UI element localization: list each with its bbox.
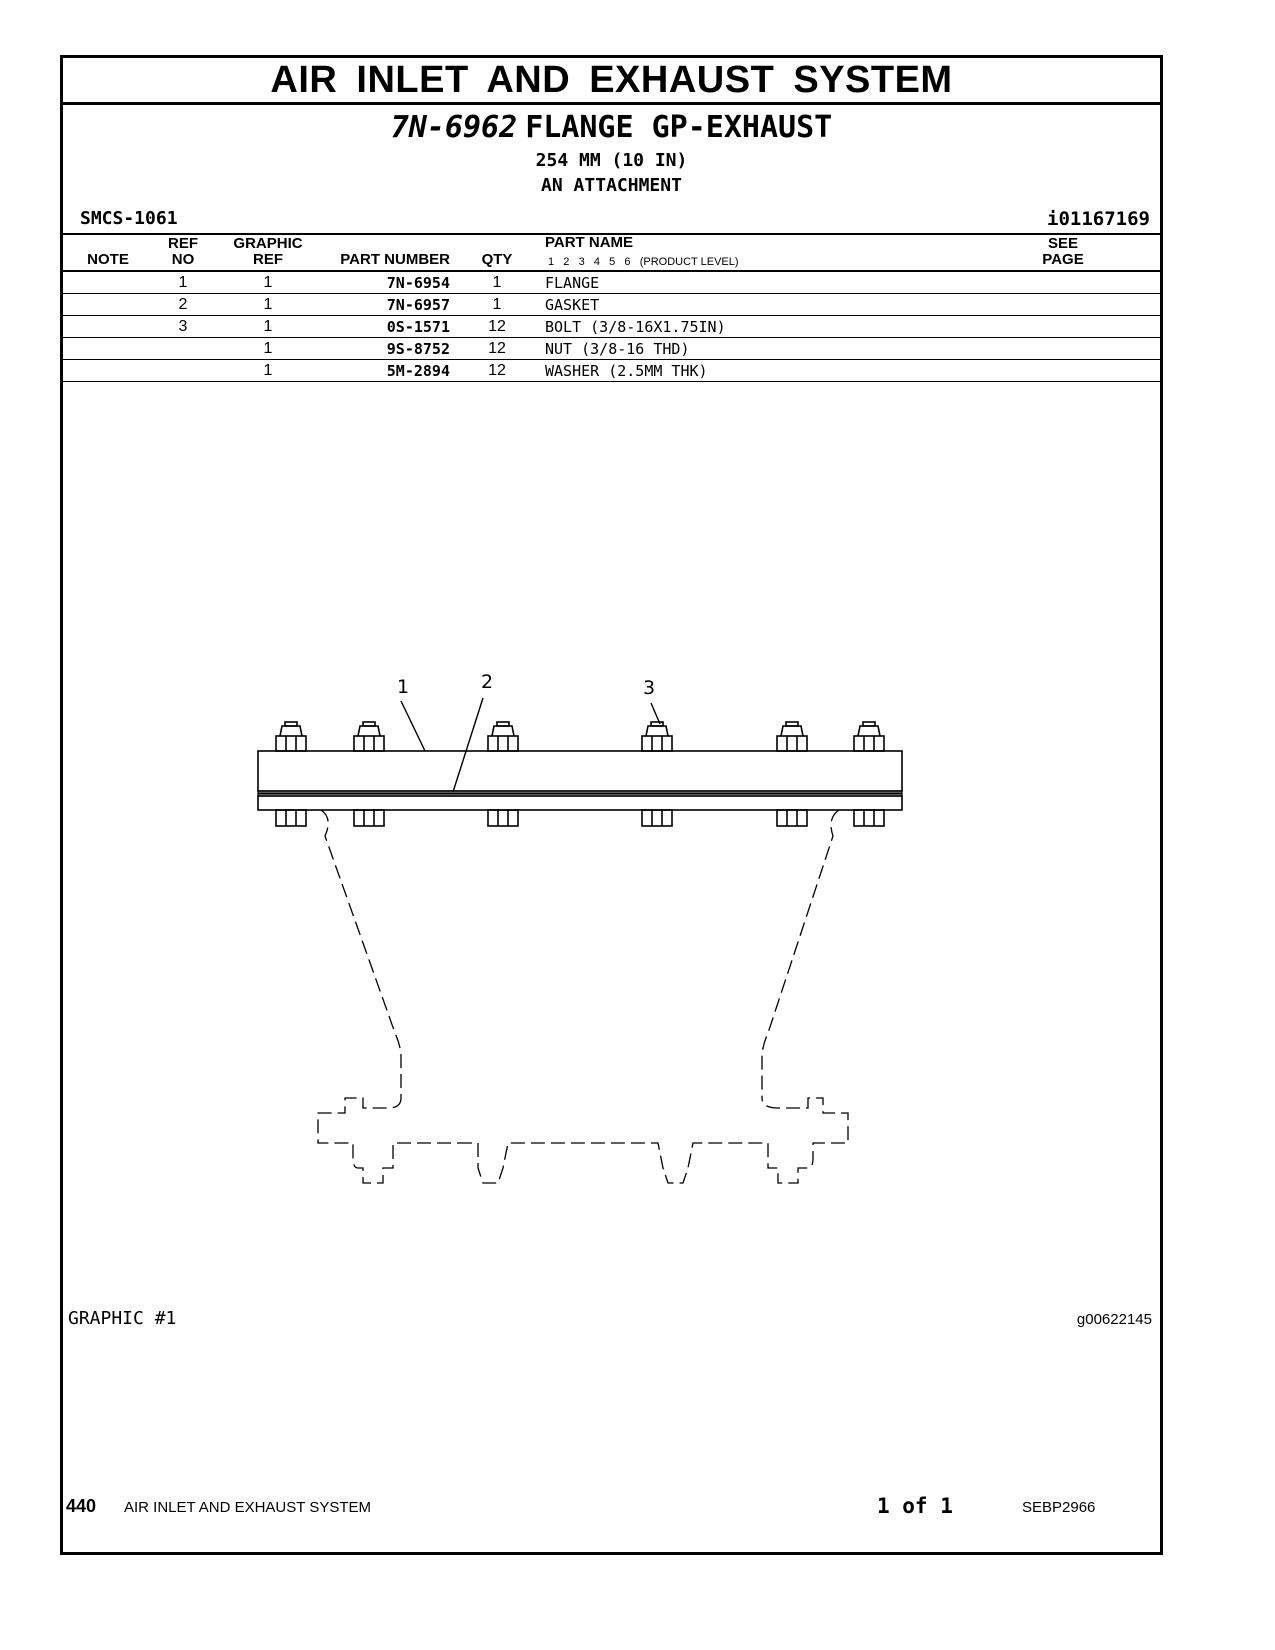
col-part-name: PART NAME [545,234,634,251]
qty: 12 [488,340,506,357]
graphic-caption: GRAPHIC #1 [68,1308,177,1329]
callout-2: 2 [481,671,494,693]
top-nuts [276,722,884,751]
graphic-id: g00622145 [1076,1311,1152,1328]
group-part-number: 7N-6962 [390,110,518,145]
part-name: GASKET [545,296,600,314]
smcs-code: SMCS-1061 [80,208,178,229]
part-number: 0S-1571 [386,318,450,336]
part-number: 7N-6954 [386,274,450,292]
footer-page-of: 1 of 1 [877,1494,953,1518]
bottom-bolt-heads [276,810,884,826]
graphic-ref: 1 [263,362,273,379]
footer-document: SEBP2966 [1022,1499,1096,1516]
ref-no: 2 [178,296,188,313]
part-number: 9S-8752 [386,340,450,358]
graphic-ref: 1 [263,296,273,313]
col-part-number: PART NUMBER [340,251,450,268]
part-number: 5M-2894 [386,362,450,380]
group-attachment: AN ATTACHMENT [541,175,682,196]
col-see-page-2: PAGE [1042,251,1084,268]
callout-1: 1 [397,676,410,698]
graphic-ref: 1 [263,274,273,291]
callout-3: 3 [643,677,656,699]
part-name: FLANGE [545,274,600,292]
manifold-outline [318,810,848,1183]
col-ref-no-2: NO [171,251,195,268]
graphic-ref: 1 [263,318,273,335]
part-name: WASHER (2.5MM THK) [545,362,708,380]
group-name: FLANGE GP-EXHAUST [525,110,833,145]
col-ref-no-1: REF [168,235,198,252]
col-graphic-ref-2: REF [253,251,283,268]
graphic-ref: 1 [263,340,273,357]
col-note: NOTE [87,251,129,268]
callout-leader-3 [651,703,660,724]
qty: 12 [488,362,506,379]
ref-no: 3 [178,318,188,335]
ref-no: 1 [178,274,188,291]
flange-exploded-graphic [63,58,1160,1498]
col-see-page-1: SEE [1047,235,1078,252]
callout-leader-2 [453,698,483,792]
page-frame [60,55,1163,1555]
qty: 1 [492,296,502,313]
col-graphic-ref-1: GRAPHIC [233,235,303,252]
part-number: 7N-6957 [386,296,450,314]
flange-plate [258,751,902,791]
part-name: NUT (3/8-16 THD) [545,340,690,358]
footer-section: AIR INLET AND EXHAUST SYSTEM [124,1499,372,1516]
info-ident: i01167169 [1047,208,1150,230]
group-size: 254 MM (10 IN) [535,150,688,171]
callout-leader-1 [401,701,425,751]
gasket-lower [258,796,902,810]
qty: 12 [488,318,506,335]
col-qty: QTY [481,251,513,268]
qty: 1 [492,274,502,291]
part-name: BOLT (3/8-16X1.75IN) [545,318,726,336]
page-title: AIR INLET AND EXHAUST SYSTEM [270,59,953,101]
footer-page-number: 440 [66,1496,97,1516]
col-product-levels: 1 2 3 4 5 6 (PRODUCT LEVEL) [548,256,739,268]
